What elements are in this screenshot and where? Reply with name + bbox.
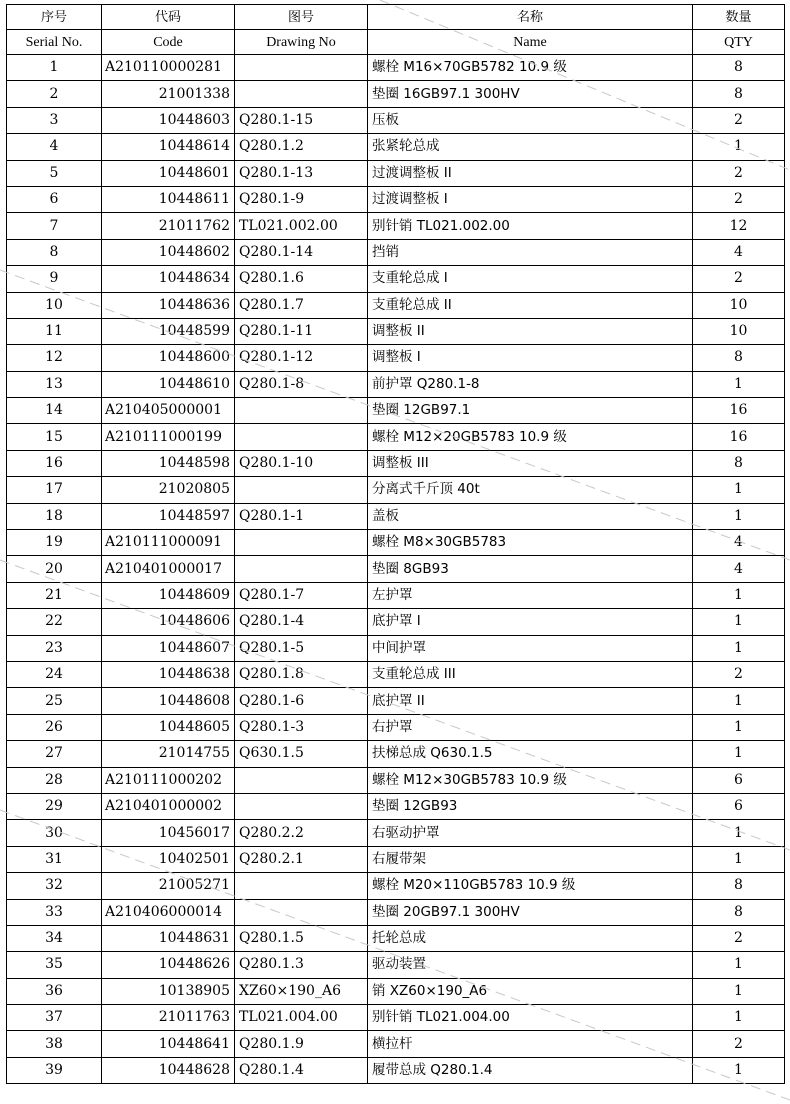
serial-cell: 27 (7, 741, 102, 767)
serial-cell: 10 (7, 292, 102, 318)
code-cell: 10448610 (102, 371, 235, 397)
serial-cell: 5 (7, 160, 102, 186)
drawing-no-cell: Q280.1.6 (235, 266, 368, 292)
header-row-chinese (7, 5, 785, 30)
code-cell: A210111000202 (102, 767, 235, 793)
drawing-no-cell: Q280.2.1 (235, 846, 368, 872)
qty-cell: 8 (693, 450, 785, 476)
serial-cell: 2 (7, 81, 102, 107)
qty-cell: 1 (693, 1057, 785, 1083)
code-cell: A210110000281 (102, 55, 235, 81)
serial-cell: 1 (7, 55, 102, 81)
code-cell: 10448628 (102, 1057, 235, 1083)
serial-cell: 4 (7, 134, 102, 160)
header-serial-cn: 序号 (7, 5, 102, 30)
table-row (7, 345, 785, 371)
table-row (7, 978, 785, 1004)
code-cell: 10448638 (102, 661, 235, 687)
code-cell: 10448641 (102, 1031, 235, 1057)
table-row (7, 714, 785, 740)
name-cell: 张紧轮总成 (368, 134, 693, 160)
table-row (7, 952, 785, 978)
name-cell: 螺栓 M12×20GB5783 10.9 级 (368, 424, 693, 450)
drawing-no-cell: Q280.1.2 (235, 134, 368, 160)
drawing-no-cell: Q280.1-15 (235, 107, 368, 133)
table-row (7, 820, 785, 846)
name-cell: 底护罩 II (368, 688, 693, 714)
table-row (7, 609, 785, 635)
serial-cell: 23 (7, 635, 102, 661)
name-cell: 托轮总成 (368, 925, 693, 951)
qty-cell: 2 (693, 186, 785, 212)
table-row (7, 55, 785, 81)
serial-cell: 32 (7, 873, 102, 899)
drawing-no-cell (235, 530, 368, 556)
name-cell: 分离式千斤顶 40t (368, 477, 693, 503)
table-row (7, 767, 785, 793)
serial-cell: 39 (7, 1057, 102, 1083)
serial-cell: 17 (7, 477, 102, 503)
drawing-no-cell (235, 55, 368, 81)
serial-cell: 9 (7, 266, 102, 292)
table-body (7, 55, 785, 1084)
name-cell: 压板 (368, 107, 693, 133)
drawing-no-cell: TL021.004.00 (235, 1005, 368, 1031)
qty-cell: 1 (693, 846, 785, 872)
drawing-no-cell: Q280.1-14 (235, 239, 368, 265)
drawing-no-cell: Q280.1-9 (235, 186, 368, 212)
name-cell: 右履带架 (368, 846, 693, 872)
code-cell: 10448597 (102, 503, 235, 529)
header-row-english (7, 30, 785, 55)
name-cell: 螺栓 M12×30GB5783 10.9 级 (368, 767, 693, 793)
drawing-no-cell: Q280.1-12 (235, 345, 368, 371)
table-row (7, 899, 785, 925)
qty-cell: 8 (693, 81, 785, 107)
drawing-no-cell (235, 873, 368, 899)
name-cell: 前护罩 Q280.1-8 (368, 371, 693, 397)
code-cell: 10448636 (102, 292, 235, 318)
qty-cell: 12 (693, 213, 785, 239)
code-cell: 10448598 (102, 450, 235, 476)
name-cell: 支重轮总成 III (368, 661, 693, 687)
code-cell: 10448599 (102, 318, 235, 344)
qty-cell: 1 (693, 134, 785, 160)
drawing-no-cell: Q280.1-10 (235, 450, 368, 476)
drawing-no-cell: Q280.2.2 (235, 820, 368, 846)
code-cell: 10448634 (102, 266, 235, 292)
name-cell: 扶梯总成 Q630.1.5 (368, 741, 693, 767)
code-cell: 10448603 (102, 107, 235, 133)
drawing-no-cell: TL021.002.00 (235, 213, 368, 239)
serial-cell: 26 (7, 714, 102, 740)
table-row (7, 1005, 785, 1031)
header-qty-cn: 数量 (693, 5, 785, 30)
drawing-no-cell (235, 424, 368, 450)
code-cell: 21001338 (102, 81, 235, 107)
qty-cell: 1 (693, 714, 785, 740)
table-row (7, 424, 785, 450)
drawing-no-cell: Q280.1.9 (235, 1031, 368, 1057)
qty-cell: 1 (693, 503, 785, 529)
name-cell: 过渡调整板 I (368, 186, 693, 212)
name-cell: 别针销 TL021.004.00 (368, 1005, 693, 1031)
table-row (7, 1057, 785, 1083)
name-cell: 过渡调整板 II (368, 160, 693, 186)
qty-cell: 1 (693, 477, 785, 503)
qty-cell: 1 (693, 820, 785, 846)
code-cell: A210401000002 (102, 793, 235, 819)
table-row (7, 450, 785, 476)
name-cell: 右护罩 (368, 714, 693, 740)
code-cell: 10448631 (102, 925, 235, 951)
code-cell: 10448608 (102, 688, 235, 714)
header-code-en: Code (102, 30, 235, 55)
name-cell: 盖板 (368, 503, 693, 529)
table-row (7, 741, 785, 767)
qty-cell: 8 (693, 899, 785, 925)
table-row (7, 582, 785, 608)
drawing-no-cell: Q280.1.8 (235, 661, 368, 687)
name-cell: 调整板 II (368, 318, 693, 344)
name-cell: 垫圈 12GB97.1 (368, 398, 693, 424)
drawing-no-cell (235, 81, 368, 107)
table-row (7, 503, 785, 529)
qty-cell: 1 (693, 952, 785, 978)
drawing-no-cell (235, 899, 368, 925)
drawing-no-cell: Q280.1.5 (235, 925, 368, 951)
qty-cell: 1 (693, 978, 785, 1004)
drawing-no-cell (235, 793, 368, 819)
table-row (7, 134, 785, 160)
name-cell: 驱动装置 (368, 952, 693, 978)
code-cell: 10456017 (102, 820, 235, 846)
serial-cell: 19 (7, 530, 102, 556)
drawing-no-cell: Q280.1-13 (235, 160, 368, 186)
qty-cell: 2 (693, 1031, 785, 1057)
serial-cell: 3 (7, 107, 102, 133)
table-header (7, 5, 785, 55)
serial-cell: 35 (7, 952, 102, 978)
name-cell: 挡销 (368, 239, 693, 265)
qty-cell: 8 (693, 873, 785, 899)
qty-cell: 16 (693, 398, 785, 424)
code-cell: 21020805 (102, 477, 235, 503)
parts-table (6, 4, 785, 1084)
table-row (7, 793, 785, 819)
name-cell: 垫圈 8GB93 (368, 556, 693, 582)
code-cell: 10448609 (102, 582, 235, 608)
qty-cell: 1 (693, 741, 785, 767)
table-row (7, 873, 785, 899)
header-qty-en: QTY (693, 30, 785, 55)
qty-cell: 2 (693, 925, 785, 951)
name-cell: 螺栓 M16×70GB5782 10.9 级 (368, 55, 693, 81)
serial-cell: 22 (7, 609, 102, 635)
serial-cell: 31 (7, 846, 102, 872)
code-cell: A210406000014 (102, 899, 235, 925)
qty-cell: 2 (693, 160, 785, 186)
table-row (7, 635, 785, 661)
serial-cell: 6 (7, 186, 102, 212)
name-cell: 横拉杆 (368, 1031, 693, 1057)
serial-cell: 33 (7, 899, 102, 925)
table-row (7, 107, 785, 133)
qty-cell: 2 (693, 107, 785, 133)
serial-cell: 36 (7, 978, 102, 1004)
header-name-cn: 名称 (368, 5, 693, 30)
code-cell: A210111000091 (102, 530, 235, 556)
table-row (7, 530, 785, 556)
table-row (7, 688, 785, 714)
name-cell: 右驱动护罩 (368, 820, 693, 846)
code-cell: 21005271 (102, 873, 235, 899)
serial-cell: 15 (7, 424, 102, 450)
qty-cell: 16 (693, 424, 785, 450)
drawing-no-cell: Q280.1-6 (235, 688, 368, 714)
serial-cell: 11 (7, 318, 102, 344)
name-cell: 螺栓 M8×30GB5783 (368, 530, 693, 556)
qty-cell: 1 (693, 582, 785, 608)
header-code-cn: 代码 (102, 5, 235, 30)
drawing-no-cell: Q280.1-3 (235, 714, 368, 740)
qty-cell: 1 (693, 635, 785, 661)
drawing-no-cell (235, 767, 368, 793)
table-row (7, 81, 785, 107)
drawing-no-cell: Q280.1-7 (235, 582, 368, 608)
name-cell: 左护罩 (368, 582, 693, 608)
name-cell: 底护罩 I (368, 609, 693, 635)
name-cell: 垫圈 20GB97.1 300HV (368, 899, 693, 925)
name-cell: 调整板 III (368, 450, 693, 476)
code-cell: 10448611 (102, 186, 235, 212)
drawing-no-cell: XZ60×190_A6 (235, 978, 368, 1004)
table-row (7, 292, 785, 318)
qty-cell: 1 (693, 1005, 785, 1031)
drawing-no-cell: Q280.1.3 (235, 952, 368, 978)
table-row (7, 266, 785, 292)
serial-cell: 7 (7, 213, 102, 239)
drawing-no-cell: Q280.1-4 (235, 609, 368, 635)
drawing-no-cell (235, 556, 368, 582)
code-cell: 10448606 (102, 609, 235, 635)
code-cell: 10138905 (102, 978, 235, 1004)
table-row (7, 846, 785, 872)
code-cell: 10402501 (102, 846, 235, 872)
drawing-no-cell: Q630.1.5 (235, 741, 368, 767)
drawing-no-cell: Q280.1-8 (235, 371, 368, 397)
serial-cell: 18 (7, 503, 102, 529)
header-drawing-cn: 图号 (235, 5, 368, 30)
table-row (7, 398, 785, 424)
qty-cell: 1 (693, 688, 785, 714)
code-cell: 10448602 (102, 239, 235, 265)
name-cell: 别针销 TL021.002.00 (368, 213, 693, 239)
name-cell: 螺栓 M20×110GB5783 10.9 级 (368, 873, 693, 899)
name-cell: 调整板 I (368, 345, 693, 371)
table-row (7, 318, 785, 344)
serial-cell: 20 (7, 556, 102, 582)
serial-cell: 25 (7, 688, 102, 714)
name-cell: 中间护罩 (368, 635, 693, 661)
header-serial-en: Serial No. (7, 30, 102, 55)
code-cell: A210401000017 (102, 556, 235, 582)
serial-cell: 24 (7, 661, 102, 687)
table-row (7, 1031, 785, 1057)
qty-cell: 4 (693, 239, 785, 265)
serial-cell: 8 (7, 239, 102, 265)
table-row (7, 239, 785, 265)
qty-cell: 10 (693, 318, 785, 344)
name-cell: 支重轮总成 II (368, 292, 693, 318)
name-cell: 垫圈 12GB93 (368, 793, 693, 819)
header-name-en: Name (368, 30, 693, 55)
qty-cell: 2 (693, 661, 785, 687)
table-row (7, 556, 785, 582)
code-cell: 10448601 (102, 160, 235, 186)
qty-cell: 4 (693, 556, 785, 582)
name-cell: 支重轮总成 I (368, 266, 693, 292)
qty-cell: 6 (693, 793, 785, 819)
qty-cell: 1 (693, 371, 785, 397)
qty-cell: 6 (693, 767, 785, 793)
table-row (7, 213, 785, 239)
table-row (7, 160, 785, 186)
serial-cell: 14 (7, 398, 102, 424)
header-drawing-en: Drawing No (235, 30, 368, 55)
code-cell: 10448626 (102, 952, 235, 978)
serial-cell: 37 (7, 1005, 102, 1031)
drawing-no-cell: Q280.1.7 (235, 292, 368, 318)
code-cell: 10448600 (102, 345, 235, 371)
serial-cell: 16 (7, 450, 102, 476)
serial-cell: 30 (7, 820, 102, 846)
drawing-no-cell: Q280.1.4 (235, 1057, 368, 1083)
code-cell: 21011763 (102, 1005, 235, 1031)
table-row (7, 371, 785, 397)
qty-cell: 1 (693, 609, 785, 635)
serial-cell: 12 (7, 345, 102, 371)
name-cell: 销 XZ60×190_A6 (368, 978, 693, 1004)
qty-cell: 10 (693, 292, 785, 318)
drawing-no-cell: Q280.1-1 (235, 503, 368, 529)
code-cell: 10448605 (102, 714, 235, 740)
table-row (7, 477, 785, 503)
name-cell: 垫圈 16GB97.1 300HV (368, 81, 693, 107)
code-cell: A210111000199 (102, 424, 235, 450)
serial-cell: 34 (7, 925, 102, 951)
qty-cell: 8 (693, 345, 785, 371)
code-cell: A210405000001 (102, 398, 235, 424)
parts-list-sheet (6, 4, 784, 1084)
code-cell: 10448614 (102, 134, 235, 160)
table-row (7, 925, 785, 951)
table-row (7, 186, 785, 212)
code-cell: 21011762 (102, 213, 235, 239)
serial-cell: 29 (7, 793, 102, 819)
drawing-no-cell (235, 398, 368, 424)
code-cell: 10448607 (102, 635, 235, 661)
serial-cell: 28 (7, 767, 102, 793)
qty-cell: 8 (693, 55, 785, 81)
serial-cell: 21 (7, 582, 102, 608)
serial-cell: 38 (7, 1031, 102, 1057)
code-cell: 21014755 (102, 741, 235, 767)
qty-cell: 4 (693, 530, 785, 556)
name-cell: 履带总成 Q280.1.4 (368, 1057, 693, 1083)
serial-cell: 13 (7, 371, 102, 397)
drawing-no-cell: Q280.1-5 (235, 635, 368, 661)
drawing-no-cell: Q280.1-11 (235, 318, 368, 344)
table-row (7, 661, 785, 687)
qty-cell: 2 (693, 266, 785, 292)
drawing-no-cell (235, 477, 368, 503)
